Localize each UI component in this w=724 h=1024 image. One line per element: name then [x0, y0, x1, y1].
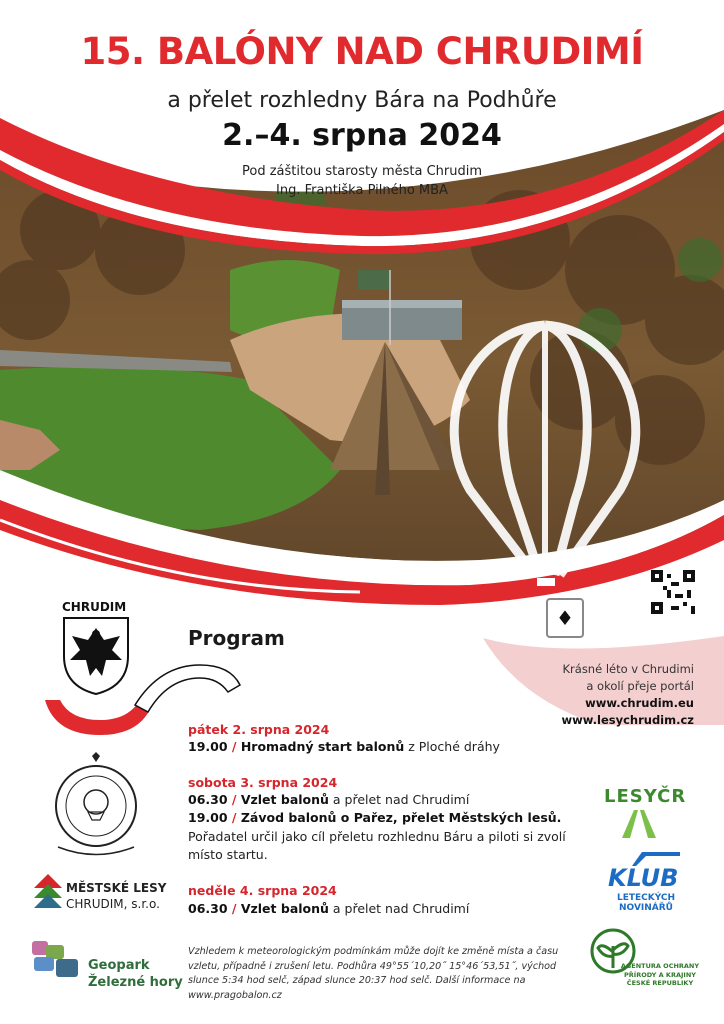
item-rest: a přelet nad Chrudimí — [328, 792, 470, 807]
portal-link-chrudim[interactable]: www.chrudim.eu — [585, 696, 694, 710]
city-label: CHRUDIM — [62, 600, 127, 614]
item-time: 06.30 — [188, 792, 228, 807]
item-title: Vzlet balonů — [240, 901, 329, 916]
mestske-lesy-tree-icon — [34, 874, 62, 912]
program-item: 19.00 / Hromadný start balonů z Ploché dráhy — [188, 739, 500, 754]
geopark-icon — [32, 941, 84, 981]
event-subtitle: a přelet rozhledny Bára na Podhůře — [167, 88, 557, 113]
item-rest: z Ploché dráhy — [404, 739, 500, 754]
mestske-lesy-logo — [66, 880, 166, 912]
portal-line-1: Krásné léto v Chrudimi — [562, 662, 694, 676]
klub-line-1: LETECKÝCH — [616, 893, 676, 903]
portal-box — [562, 661, 695, 729]
item-time: 19.00 — [188, 739, 228, 754]
aopk-line-1: AGENTURA OCHRANY — [620, 962, 700, 970]
item-title: Hromadný start balonů — [240, 739, 405, 754]
aopk-logo — [620, 962, 700, 988]
qr-code[interactable] — [651, 570, 695, 614]
aopk-line-2: PŘÍRODY A KRAJINY — [624, 970, 696, 979]
geopark-line-1: Geopark — [88, 958, 150, 973]
item-time: 06.30 — [188, 901, 228, 916]
item-rest: a přelet nad Chrudimí — [328, 901, 470, 916]
geopark-line-2: Železné hory — [88, 975, 183, 990]
geopark-logo — [88, 957, 183, 991]
event-dates: 2.–4. srpna 2024 — [222, 118, 502, 153]
klub-logo-text: KLUB — [608, 864, 679, 892]
klub-logo-sub — [616, 893, 676, 913]
event-title: 15. BALÓNY NAD CHRUDIMÍ — [80, 30, 644, 73]
mlesy-line-2: CHRUDIM, s.r.o. — [66, 897, 160, 911]
program-item: 06.30 / Vzlet balonů a přelet nad Chrudimí — [188, 901, 470, 916]
aopk-line-3: ČESKÉ REPUBLIKY — [626, 979, 694, 987]
program-item: 19.00 / Závod balonů o Pařez, přelet Městských lesů. — [188, 810, 562, 825]
item-title: Vzlet balonů — [240, 792, 329, 807]
day-saturday: sobota 3. srpna 2024 — [188, 775, 338, 790]
patron-line-1: Pod záštitou starosty města Chrudim — [241, 164, 482, 179]
balloon-club-logo — [48, 752, 144, 860]
weather-note: Vzhledem k meteorologickým podmínkám může dojít ke změně místa a času vzletu, případně i zrušení letu. Podhůra 49°55´10,20˝ 15°46´53,51˝, východ slunce 5:34 hod selč, západ slunce 20:37 hod selč. Další informace na www.pragobalon.cz — [188, 946, 559, 1001]
program-extra: Pořadatel určil jako cíl přeletu rozhlednu Báru a piloti si zvolí místo startu. — [188, 829, 566, 862]
eagle-crest-icon: ♦ — [556, 606, 574, 630]
program-item: 06.30 / Vzlet balonů a přelet nad Chrudimí — [188, 792, 470, 807]
day-friday: pátek 2. srpna 2024 — [188, 722, 330, 737]
balloon-basket — [546, 598, 584, 638]
klub-line-2: NOVINÁŘŮ — [619, 903, 673, 913]
program-title: Program — [188, 626, 285, 650]
mlesy-line-1: MĚSTSKÉ LESY — [66, 881, 167, 895]
item-time: 19.00 — [188, 810, 228, 825]
item-title: Závod balonů o Pařez, přelet Městských lesů. — [240, 810, 562, 825]
portal-link-lesy[interactable]: www.lesychrudim.cz — [561, 713, 694, 727]
patron-line-2: Ing. Františka Pilného MBA — [276, 183, 448, 198]
portal-line-2: a okolí přeje portál — [586, 679, 694, 693]
day-sunday: neděle 4. srpna 2024 — [188, 883, 337, 898]
lesy-cr-icon — [622, 810, 656, 838]
lesy-cr-logo: LESYČR — [604, 786, 687, 807]
